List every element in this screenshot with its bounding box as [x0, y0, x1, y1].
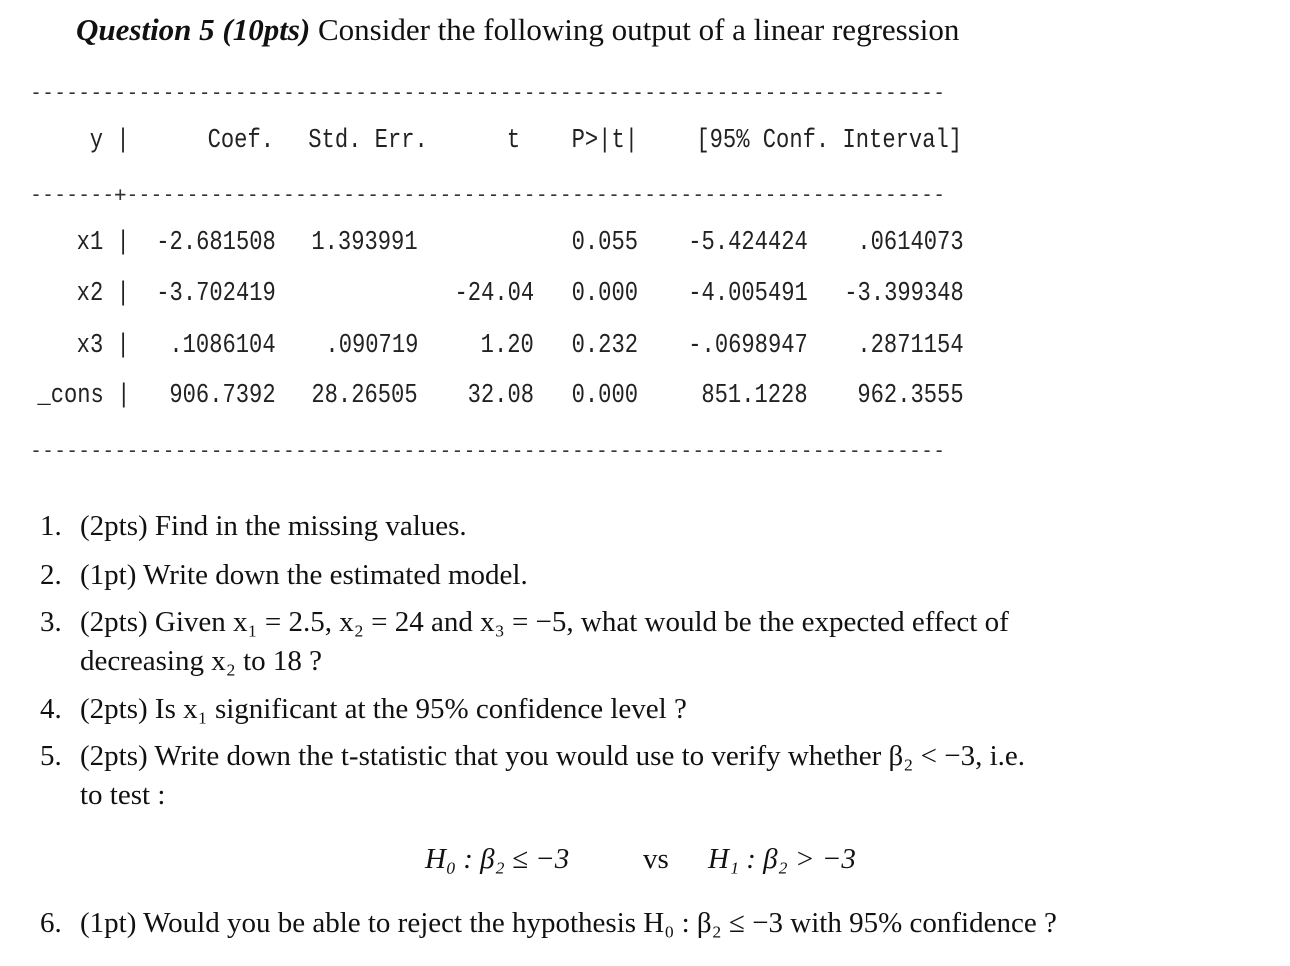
header-p: P>|t|	[571, 126, 638, 156]
table-cell: 0.000	[571, 279, 638, 309]
header-coef: Coef.	[207, 126, 274, 156]
table-cell: -5.424424	[688, 228, 808, 258]
header-t: t	[506, 126, 520, 156]
table-cell: .1086104	[169, 331, 276, 361]
list-item: 4. (2pts) Is x₁ significant at the 95% confidence level ?	[40, 693, 687, 725]
vs-label: vs	[643, 843, 669, 875]
list-item: 2. (1pt) Write down the estimated model.	[40, 559, 528, 591]
table-cell: 1.20	[480, 331, 534, 361]
table-row-label: x3 |	[76, 331, 130, 361]
table-cell: -4.005491	[688, 279, 808, 309]
question-title	[76, 12, 959, 48]
table-cell: 1.393991	[311, 228, 418, 258]
list-item: 3. (2pts) Given x₁ = 2.5, x₂ = 24 and x₃ = −5, what would be the expected effect of	[40, 606, 1009, 638]
table-row-label: x1 |	[76, 228, 130, 258]
header-conf-interval: [95% Conf. Interval]	[696, 126, 962, 156]
table-rule-bottom: ----------------------------------------------------------------------------	[30, 438, 946, 462]
table-cell: 962.3555	[857, 381, 964, 411]
list-item-continuation: decreasing x₂ to 18 ?	[80, 645, 323, 677]
table-cell: -2.681508	[156, 228, 276, 258]
question-intro: Consider the following output of a linear regression	[310, 12, 960, 47]
list-item: 6. (1pt) Would you be able to reject the hypothesis H₀ : β₂ ≤ −3 with 95% confidence ?	[40, 907, 1057, 939]
list-item: 5. (2pts) Write down the t-statistic that you would use to verify whether β₂ < −3, i.e.	[40, 740, 1026, 772]
table-cell: .0614073	[857, 228, 964, 258]
table-cell: .090719	[324, 331, 418, 361]
header-std-err: Std. Err.	[308, 126, 428, 156]
list-item-continuation: to test :	[80, 779, 166, 811]
table-cell: -24.04	[454, 279, 534, 309]
table-cell: 906.7392	[169, 381, 276, 411]
header-y: y |	[90, 126, 130, 156]
table-cell: -.0698947	[688, 331, 808, 361]
table-cell: .2871154	[857, 331, 964, 361]
null-hypothesis: H₀ : β₂ ≤ −3	[425, 843, 570, 875]
list-item: 1. (2pts) Find in the missing values.	[40, 510, 467, 542]
question-label: Question 5 (10pts)	[76, 12, 311, 47]
table-cell: -3.702419	[156, 279, 276, 309]
table-rule-mid: -------+--------------------------------------------------------------------	[30, 182, 946, 206]
table-cell: 0.055	[571, 228, 638, 258]
table-cell: 0.000	[571, 381, 638, 411]
table-cell: 851.1228	[701, 381, 808, 411]
table-cell: 28.26505	[311, 381, 418, 411]
table-cell: -3.399348	[844, 279, 964, 309]
alternative-hypothesis: H₁ : β₂ > −3	[708, 843, 856, 875]
table-row-label: x2 |	[76, 279, 130, 309]
table-cell: 32.08	[467, 381, 534, 411]
table-row-label: _cons |	[36, 381, 130, 411]
table-rule-top: ----------------------------------------------------------------------------	[30, 80, 946, 104]
table-cell: 0.232	[571, 331, 638, 361]
